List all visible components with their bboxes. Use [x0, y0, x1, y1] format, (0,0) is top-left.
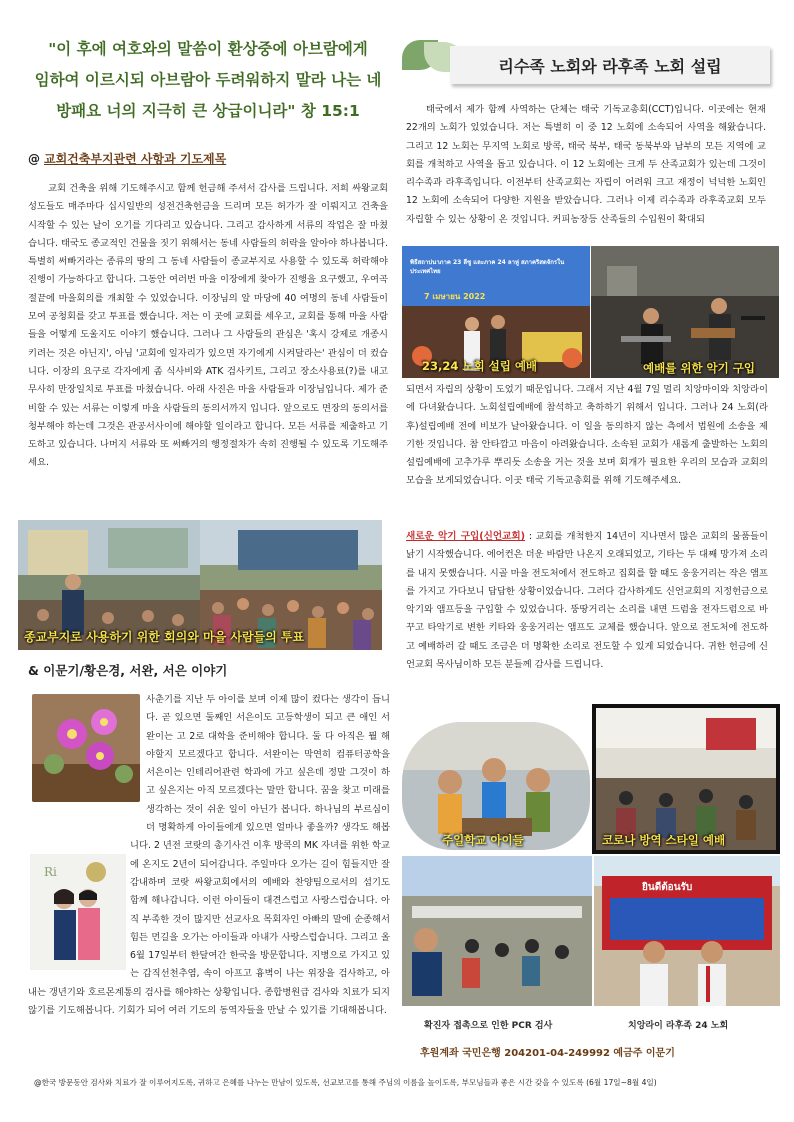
verse-line-2: 임하여 이르시되 아브람아 두려워하지 말라 나는 네	[34, 71, 382, 89]
building-paragraph: 교회 건축을 위해 기도해주시고 함께 헌금해 주셔서 감사를 드립니다. 저희 싸왕교회 성도들도 매주마다 십시일반의 성전건축헌금을 드리며 모든 허가가 잘 이뤄지고 건축을 시작할 수 있는 날이 오기를 기다리고 있습니다. 그리고 감사하게 서류의 작업은 잘 마쳤습니다. 태국도 종교적인 건물을 짓기 위해서는 동네 사람들의 허락을 알아야 하나봅니다. 특별히 써빠거라는 종류의 땅의 그 동네 사람들이 종교부지로 사용할 수 있도록 허락해야 진행이 가능하다고 합니다. 그동안 여러번 마을 이장에게 찾아가 진행을 요구했고, 우여곡절끝에 마을회의를 개최할 수 있었습니다. 이장님의 알 마당에 40 여명의 동네 사람들이 모여 공청회를 갖고 투표를 했습니다. 저는 이 곳에 교회를 세우고, 교회를 통해 마을 사람들을 어떻게 도울지도 이야기 했습니다. 그러나 그 사람들의 관심은 '혹시 강제로 개종시키려는 것은 아닌지', 아님 '교회에 일자리가 있으면 자기에게 시켜달라는' 관심이 더 컸습니다. 이장의 요구로 각자에게 좀 식사비와 ATK 검사키트, 그리고 장소사용료(?)를 내고 무사히 만장일치로 투표를 마쳤습니다. 아래 사진은 마을 사람들과 이장님입니다. 제가 준비할 수 있는 서류는 이렇게 마을 사람들의 동의서까지 입니다. 앞으로도 면장의 동의서를 청부해야 하는데 그것은 관공서사이에 해야할 일이라고 합니다. 모든 서류를 제출하고 기도하고 있습니다. 나머지 서류와 또 써빠거의 행정절차가 속히 진행될 수 있도록 기도해주세요.	[28, 183, 388, 469]
sunday-school-illustration	[402, 722, 590, 850]
float-spacer-2	[28, 849, 130, 981]
welcome-banner-text: ยินดีต้อนรับ	[642, 882, 693, 893]
covid-worship-illustration	[596, 708, 776, 850]
section-mark: &	[28, 663, 39, 678]
verse-line-1: "이 후에 여호와의 말씀이 환상중에 아브람에게	[48, 40, 368, 58]
ceremony-banner-text: พิธีสถาปนาภาค 23 ลีซู และภาค 24 ลาหู่ สภาคริสตจักรในประเทศไทย	[410, 259, 565, 275]
instruments-photo	[591, 246, 779, 378]
instruments-subheading: 새로운 악기 구입(신언교회)	[406, 531, 526, 542]
section-title: 이문기/황은경, 서완, 서은 이야기	[43, 663, 228, 678]
ceremony-date: 7 เมษายน 2022	[424, 292, 486, 301]
presbytery-paragraph: 태국에서 제가 함께 사역하는 단체는 태국 기독교총회(CCT)입니다. 이곳에는 현재 22개의 노회가 있었습니다. 저는 특별히 이 중 12 노회에 소속되어 사역을 해왔습니다. 그리고 12 노회는 무지역 노회로 방콕, 태국 북부, 태국 동북부와 남부의 모든 지역에 교회를 개척하고 사역을 돕고 있습니다. 이 12 노회에는 크게 두 산족교회가 있는데 그것이 리수족과 라후족입니다. 이전부터 산족교회는 자립이 어려워 크고 재정이 넉넉한 노회인 12 노회에 소속되어 다양한 지원을 받았습니다. 그러나 이제 리수족과 라후족교회 모두 자립할 수 있는 상황이 온 것입니다. 커피농장등 산족들의 수입원이 확대되	[406, 104, 766, 225]
svg-text:Ri: Ri	[44, 865, 57, 879]
lahu-presbytery-photo	[594, 856, 780, 1006]
pcr-test-caption: 확진자 접촉으로 인한 PCR 검사	[424, 1021, 553, 1031]
sunday-school-photo	[402, 722, 590, 850]
pcr-test-photo	[402, 856, 592, 1006]
article-title-card	[400, 36, 774, 92]
section-mark: @	[28, 152, 40, 166]
section-heading-family	[28, 661, 388, 679]
sunday-school-caption: 주일학교 아이들	[442, 833, 524, 847]
covid-worship-photo	[592, 704, 780, 854]
article-title: 리수족 노회와 라후족 노회 설립	[450, 46, 770, 84]
verse-line-3: 방패요 너의 지극히 큰 상급이니라" 창 15:1	[56, 102, 360, 120]
prayer-footer: @한국 방문동안 검사와 치료가 잘 이루어지도록, 귀하고 은혜를 나누는 만남이 있도록, 선교보고를 통해 주님의 이름을 높이도록, 부모님들과 좋은 시간 갖을 수 있도록 (6월 17일~8월 4일)	[34, 1078, 657, 1087]
float-spacer-1	[28, 691, 146, 829]
verse-header	[22, 34, 394, 127]
section-title: 교회건축부지관련 사항과 기도제목	[44, 152, 227, 166]
pcr-test-illustration	[402, 856, 592, 1006]
founding-caption: 23,24 노회 설립 예배	[422, 359, 538, 373]
village-meeting-caption: 종교부지로 사용하기 위한 회의와 마을 사람들의 투표	[24, 630, 305, 644]
lahu-presbytery-illustration	[594, 856, 780, 1006]
instruments-paragraph: 새로운 악기 구입(신언교회) : 교회를 개척한지 14년이 지나면서 많은 교회의 물품들이 낡기 시작했습니다. 에어컨은 더운 바람만 나온지 오래되었고, 기타는 두 대째 망가져 소리를 내지 못했습니다. 시골 마을 전도처에서 전도하고 집회를 할 때도 웅웅거리는 작은 앰프를 가지고 가다보니 답답한 상황이었습니다. 그러다 감사하게도 신언교회의 지정헌금으로 악기와 앰프등을 구입할 수 있었습니다. 뚱땅거리는 소리를 내면 드럼을 전자드럼으로 바꾸고 타악기로 변한 키타와 웅웅거리는 앰프도 교체를 했습니다. 앞으로 전도처에 전도하고 예배하러 갈 때도 조금은 더 명확한 소리로 전도할 수 있게 되었습니다. 귀한 헌금에 신언교회 목사님이하 모든 분들께 감사를 드립니다.	[406, 531, 768, 671]
presbytery-founding-photo	[402, 246, 590, 378]
covid-worship-caption: 코로나 방역 스타일 예배	[602, 833, 726, 847]
instruments-caption: 예배를 위한 악기 구입	[643, 361, 755, 375]
instruments-illustration	[591, 246, 779, 378]
lahu-presbytery-caption: 치앙라이 라후족 24 노회	[628, 1021, 729, 1031]
village-meeting-photo	[18, 520, 382, 650]
donation-account: 후원계좌 국민은행 204201-04-249992 예금주 이문기	[420, 1048, 675, 1059]
section-heading-building	[28, 150, 388, 167]
lawsuit-paragraph: 되면서 자립의 상황이 도었기 때문입니다. 그래서 지난 4월 7일 멀리 치앙마이와 치앙라이에 다녀왔습니다. 노회설립예배에 참석하고 축하하기 위해서 입니다. 그러나 24 노회(라후)설립예배 전에 비보가 날아왔습니다. 이 일을 동의하지 않는 측에서 법원에 소송을 제기한 것입니다. 참 안타깝고 마음이 아려왔습니다. 소속된 교회가 새롭게 출발하는 노회의 설립예배에 고추가루 뿌리듯 소송을 거는 것을 보며 회개가 필요한 우리의 모습과 교회의 모습을 보게되었습니다. 이곳 태국 기독교총회를 위해 기도해주세요.	[406, 384, 768, 487]
family-paragraph: 사춘기를 지난 두 아이를 보며 이제 많이 컸다는 생각이 듭니다. 곧 있으면 둘째인 서은이도 고등학생이 되고 큰 애인 서완이는 고 2로 대학을 준비해야 합니다. 둘 다 아직은 뭘 해야할지 모르겠다고 합니다. 서완이는 막연히 컴퓨터공학을 서은이는 인테리어관련 학과에 가고 싶은데 정말 그것이 하고 싶은지는 아직 모르겠다는 말만 합니다. 꿈을 찾고 미래를 생각하는 것이 쉬운 일이 아닌가 봅니다. 하나님의 부르심이 더 명확하게 아이들에게 있으면 얼마나 좋을까? 생각도 해봅니다. 2 년전 코랏의 총기사건 이후 방콕의 MK 자녀를 위한 학교에 온지도 2년이 되어갑니다. 주일마다 오가는 길이 힘들지만 잘 감내하며 코랏 싸왕교회에서의 예배와 찬양팀으로서의 섬기도 함께 해나갑니다. 이런 아이들이 대견스럽고 사랑스럽습니다. 아직 부족한 것이 많지만 선교사요 목회자인 아빠의 말에 순종해서 힘든 먼길을 오가는 아이들과 아내가 사랑스럽습니다. 그리고 올 6월 17일부터 한달여간 한국을 방문합니다. 지병으로 가지고 있는 갑직선천추염, 속이 아프고 흉벽이 나는 위장을 검사하고, 아내는 갱년기와 호르몬계통의 검사를 해야하는 상황입니다. 종합병원급 검사와 치료가 되지 않기를 기도해봅니다. 기회가 되어 여러 기도의 동역자들을 만날 수 있기를 기대해봅니다.	[28, 691, 390, 1063]
